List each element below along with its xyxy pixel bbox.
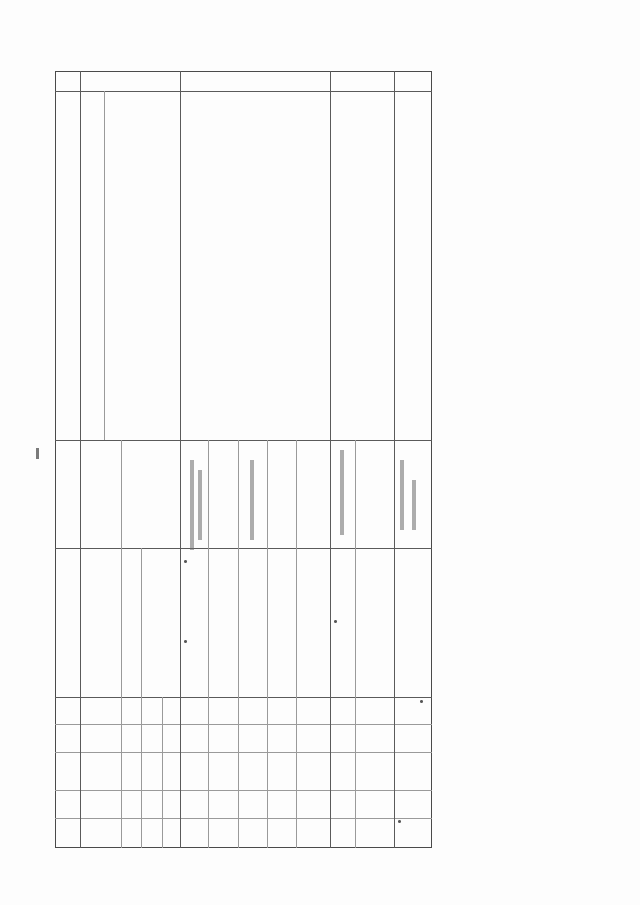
row-line-5 bbox=[55, 724, 432, 725]
page-number-mark bbox=[36, 448, 39, 459]
column-line-12 bbox=[296, 440, 297, 848]
header-row-line-2 bbox=[55, 440, 432, 441]
header-row-line-3 bbox=[55, 548, 432, 549]
column-line-8 bbox=[162, 697, 163, 848]
scan-marks-1 bbox=[190, 460, 194, 550]
row-line-8 bbox=[55, 818, 432, 819]
column-line-5 bbox=[104, 91, 105, 440]
header-row-line-4 bbox=[55, 697, 432, 698]
scan-marks-3 bbox=[250, 460, 254, 540]
column-line-6 bbox=[121, 440, 122, 848]
scan-marks-6 bbox=[412, 480, 416, 530]
column-line-13 bbox=[355, 440, 356, 848]
column-line-3 bbox=[330, 71, 331, 848]
column-line-9 bbox=[208, 440, 209, 848]
scan-marks-5 bbox=[400, 460, 404, 530]
scan-dot-5 bbox=[420, 700, 423, 703]
table-frame bbox=[55, 71, 432, 848]
row-line-6 bbox=[55, 752, 432, 753]
scan-dot-4 bbox=[398, 820, 401, 823]
column-line-2 bbox=[180, 71, 181, 848]
scan-dot-3 bbox=[334, 620, 337, 623]
row-line-7 bbox=[55, 790, 432, 791]
scan-dot-1 bbox=[184, 560, 187, 563]
scan-marks-4 bbox=[340, 450, 344, 535]
column-line-1 bbox=[80, 71, 81, 848]
column-line-7 bbox=[141, 548, 142, 848]
scan-marks-2 bbox=[198, 470, 202, 540]
scan-dot-2 bbox=[184, 640, 187, 643]
column-line-11 bbox=[267, 440, 268, 848]
header-row-line-1 bbox=[55, 91, 432, 92]
column-line-10 bbox=[238, 440, 239, 848]
column-line-4 bbox=[394, 71, 395, 848]
